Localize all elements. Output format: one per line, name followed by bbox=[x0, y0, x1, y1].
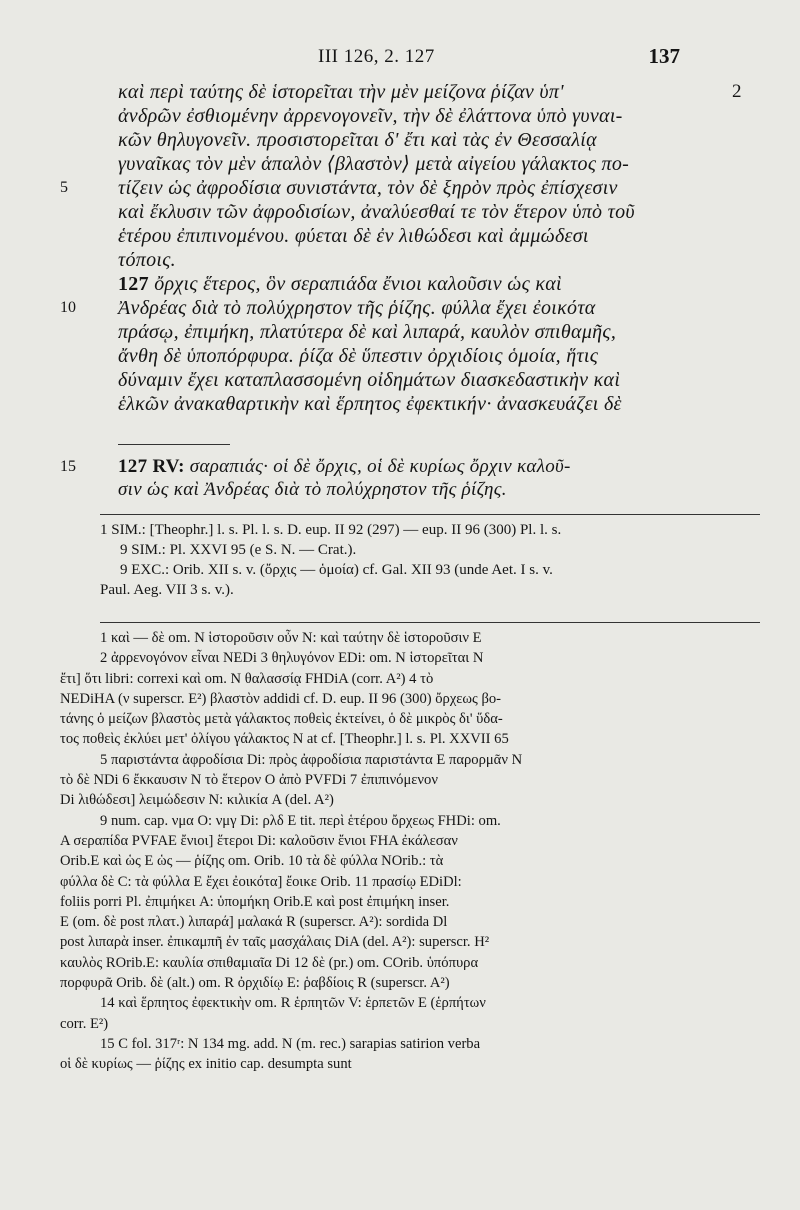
source-line: 1 SIM.: [Theophr.] l. s. Pl. l. s. D. eup. II 92 (297) — eup. II 96 (300) Pl. l. s. bbox=[100, 522, 562, 538]
margin-reference: 2 bbox=[732, 81, 742, 102]
line-content: ἑτέρου ἐπιπινομένου. φύεται δὲ ἐν λιθώδεσι καὶ ἀμμώδεσι bbox=[118, 225, 589, 247]
line-content: ἀνδρῶν ἐσθιομένην ἀρρενογονεῖν, τὴν δὲ ἐλάττονα ὑπὸ γυναι- bbox=[118, 105, 623, 127]
critical-note-line: NEDiHA (ν superscr. E²) βλαστὸν addidi cf. D. eup. II 96 (300) ὄρχεως βο- bbox=[60, 690, 502, 707]
line-number: 10 bbox=[60, 299, 76, 316]
page-number: 137 bbox=[648, 44, 680, 68]
critical-note-line: οἱ δὲ κυρίως — ῥίζης ex initio cap. desumpta sunt bbox=[60, 1056, 352, 1073]
line-text bbox=[118, 248, 176, 272]
source-line: 9 EXC.: Orib. XII s. v. (ὄρχις — ὁμοία) cf. Gal. XII 93 (unde Aet. I s. v. bbox=[120, 562, 553, 578]
line-text bbox=[118, 320, 616, 344]
sources-apparatus bbox=[100, 520, 760, 600]
text-line bbox=[60, 200, 760, 224]
critical-note-line: 5 παριστάντα ἀφροδίσια Di: πρὸς ἀφροδίσια παριστάντα E παρορμᾶν N bbox=[100, 751, 523, 768]
critical-note-line: τος ποθεὶς ἐκλύει μετ' ὀλίγου γάλακτος N at cf. [Theophr.] l. s. Pl. XXVII 65 bbox=[60, 731, 509, 748]
source-line: Paul. Aeg. VII 3 s. v.). bbox=[100, 582, 234, 598]
running-head: III 126, 2. 127 bbox=[318, 46, 435, 67]
text-line bbox=[60, 152, 760, 176]
critical-note-line: τάνης ὁ μείζων βλαστὸς μετὰ γάλακτος ποθεὶς ἐκτείνει, ὁ δὲ μικρὸς δι' ὕδα- bbox=[60, 711, 503, 728]
text-line bbox=[60, 296, 760, 320]
rubric-apparatus bbox=[60, 455, 760, 501]
line-text bbox=[118, 176, 618, 200]
line-content: σαραπιάς· οἱ δὲ ὄρχις, οἱ δὲ κυρίως ὄρχιν καλοῦ- bbox=[189, 456, 571, 477]
critical-note-line: foliis porri Pl. ἐπιμήκει A: ὑπομήκη Orib.E καὶ post ἐπιμήκη inser. bbox=[60, 893, 450, 910]
critical-note-line: corr. E²) bbox=[60, 1015, 109, 1032]
line-content: πράσῳ, ἐπιμήκη, πλατύτερα δὲ καὶ λιπαρά, καυλὸν σπιθαμῆς, bbox=[118, 321, 617, 343]
critical-note-line: Di λιθώδεσι] λειμώδεσιν N: κιλικία A (del. A²) bbox=[60, 792, 334, 809]
text-line bbox=[60, 392, 760, 416]
main-text-rule bbox=[118, 444, 230, 445]
line-text bbox=[118, 344, 598, 368]
text-line bbox=[60, 368, 760, 392]
page-header bbox=[0, 40, 800, 70]
critical-note-line: post λιπαρὰ inser. ἐπικαμπῆ ἐν ταῖς μασχάλαις DiA (del. A²): superscr. H² bbox=[60, 934, 490, 951]
line-content: σιν ὡς καὶ Ἀνδρέας διὰ τὸ πολύχρηστον τῆς ῥίζης. bbox=[118, 479, 507, 500]
critical-note-line: Orib.E καὶ ὡς E ὡς — ῥίζης om. Orib. 10 τὰ δὲ φύλλα NOrib.: τὰ bbox=[60, 853, 444, 870]
critical-note-line: 14 καὶ ἕρπητος ἐφεκτικὴν om. R ἑρπητῶν V: ἑρπετῶν E (ἑρπήτων bbox=[100, 995, 486, 1012]
text-line bbox=[60, 320, 760, 344]
line-text bbox=[118, 478, 507, 501]
line-text bbox=[118, 80, 564, 104]
text-line bbox=[60, 104, 760, 128]
line-content: δύναμιν ἔχει καταπλασσομένη οἰδημάτων διασκεδαστικὴν καὶ bbox=[118, 369, 621, 391]
line-content: Ἀνδρέας διὰ τὸ πολύχρηστον τῆς ῥίζης. φύλλα ἔχει ἐοικότα bbox=[118, 297, 596, 319]
line-content: τίζειν ὡς ἀφροδίσια συνιστάντα, τὸν δὲ ξηρὸν πρὸς ἐπίσχεσιν bbox=[118, 177, 618, 199]
text-line bbox=[60, 224, 760, 248]
critical-note-line: ἔτι] ὅτι libri: correxi καὶ om. N θαλασσίᾳ FHDiA (corr. A²) 4 τὸ bbox=[60, 670, 434, 687]
chapter-number: 127 bbox=[118, 273, 149, 295]
source-line: 9 SIM.: Pl. XXVI 95 (e S. N. — Crat.). bbox=[120, 542, 357, 558]
line-content: κῶν θηλυγονεῖν. προσιστορεῖται δ' ἔτι καὶ τὰς ἐν Θεσσαλίᾳ bbox=[118, 129, 597, 151]
line-content: καὶ ἔκλυσιν τῶν ἀφροδισίων, ἀναλύεσθαί τε τὸν ἕτερον ὑπὸ τοῦ bbox=[118, 201, 635, 223]
text-line bbox=[60, 176, 760, 200]
critical-note-line: τὸ δὲ NDi 6 ἔκκαυσιν N τὸ ἕτερον O ἀπὸ PVFDi 7 ἐπιπινόμενον bbox=[60, 772, 438, 789]
text-line bbox=[60, 344, 760, 368]
critical-note-line: φύλλα δὲ C: τὰ φύλλα E ἔχει ἐοικότα] ἔοικε Orib. 11 πρασίῳ EDiDl: bbox=[60, 873, 462, 890]
text-line bbox=[60, 128, 760, 152]
line-number: 5 bbox=[60, 179, 68, 196]
apparatus-line bbox=[60, 455, 760, 478]
text-line bbox=[60, 272, 760, 296]
line-content: καὶ περὶ ταύτης δὲ ἱστορεῖται τὴν μὲν μείζονα ῥίζαν ὑπ' bbox=[118, 81, 564, 103]
main-text bbox=[60, 80, 760, 416]
critical-note-line: 1 καὶ — δὲ om. N ἱστοροῦσιν οὖν N: καὶ ταύτην δὲ ἱστοροῦσιν E bbox=[100, 630, 482, 646]
line-text bbox=[118, 392, 622, 416]
critical-note-line: καυλὸς ROrib.E: καυλία σπιθαμιαῖα Di 12 δὲ (pr.) om. COrib. ὑπόπυρα bbox=[60, 954, 479, 971]
apparatus-line bbox=[60, 478, 760, 501]
critical-apparatus bbox=[60, 628, 760, 1075]
critical-note-line: 9 num. cap. νμα O: νμγ Di: ρλδ E tit. περὶ ἑτέρου ὄρχεως FHDi: om. bbox=[100, 812, 501, 829]
line-text bbox=[118, 128, 597, 152]
critical-note-line: 15 C fol. 317ʳ: N 134 mg. add. N (m. rec.) sarapias satirion verba bbox=[100, 1035, 481, 1052]
line-text bbox=[118, 296, 596, 320]
line-content: ἑλκῶν ἀνακαθαρτικὴν καὶ ἕρπητος ἐφεκτικήν· ἀνασκευάζει δὲ bbox=[118, 393, 622, 415]
text-line bbox=[60, 80, 760, 104]
line-text bbox=[118, 272, 562, 296]
line-text bbox=[118, 152, 629, 176]
line-content: γυναῖκας τὸν μὲν ἁπαλὸν ⟨βλαστὸν⟩ μετὰ αἰγείου γάλακτος πο- bbox=[118, 153, 630, 175]
line-content: τόποις. bbox=[118, 249, 176, 271]
line-number: 15 bbox=[60, 458, 76, 475]
line-text bbox=[118, 368, 620, 392]
line-text bbox=[118, 455, 571, 478]
critical-note-line: A σεραπίδα PVFAE ἔνιοι] ἕτεροι Di: καλοῦσιν ἔνιοι FHA ἐκάλεσαν bbox=[60, 832, 458, 849]
critical-note-line: E (om. δὲ post πλατ.) λιπαρά] μαλακά R (superscr. A²): sordida Dl bbox=[60, 914, 448, 931]
text-line bbox=[60, 248, 760, 272]
line-text bbox=[118, 104, 623, 128]
line-content: ἄνθη δὲ ὑποπόρφυρα. ῥίζα δὲ ὕπεστιν ὀρχιδίοις ὁμοία, ἥτις bbox=[118, 345, 599, 367]
apparatus-rule bbox=[100, 514, 760, 515]
line-content: ὄρχις ἕτερος, ὃν σεραπιάδα ἔνιοι καλοῦσιν ὡς καὶ bbox=[154, 273, 562, 295]
critical-note-line: 2 ἀρρενογόνον εἶναι NEDi 3 θηλυγόνον EDi: om. N ἱστορεῖται N bbox=[100, 650, 484, 667]
sources-rule bbox=[100, 622, 760, 623]
line-text bbox=[118, 224, 589, 248]
line-text bbox=[118, 200, 635, 224]
critical-note-line: πορφυρᾶ Orib. δὲ (alt.) om. R ὀρχιδίῳ E: ῥαβδίοις R (superscr. A²) bbox=[60, 975, 450, 992]
chapter-siglum: 127 RV: bbox=[118, 456, 185, 477]
